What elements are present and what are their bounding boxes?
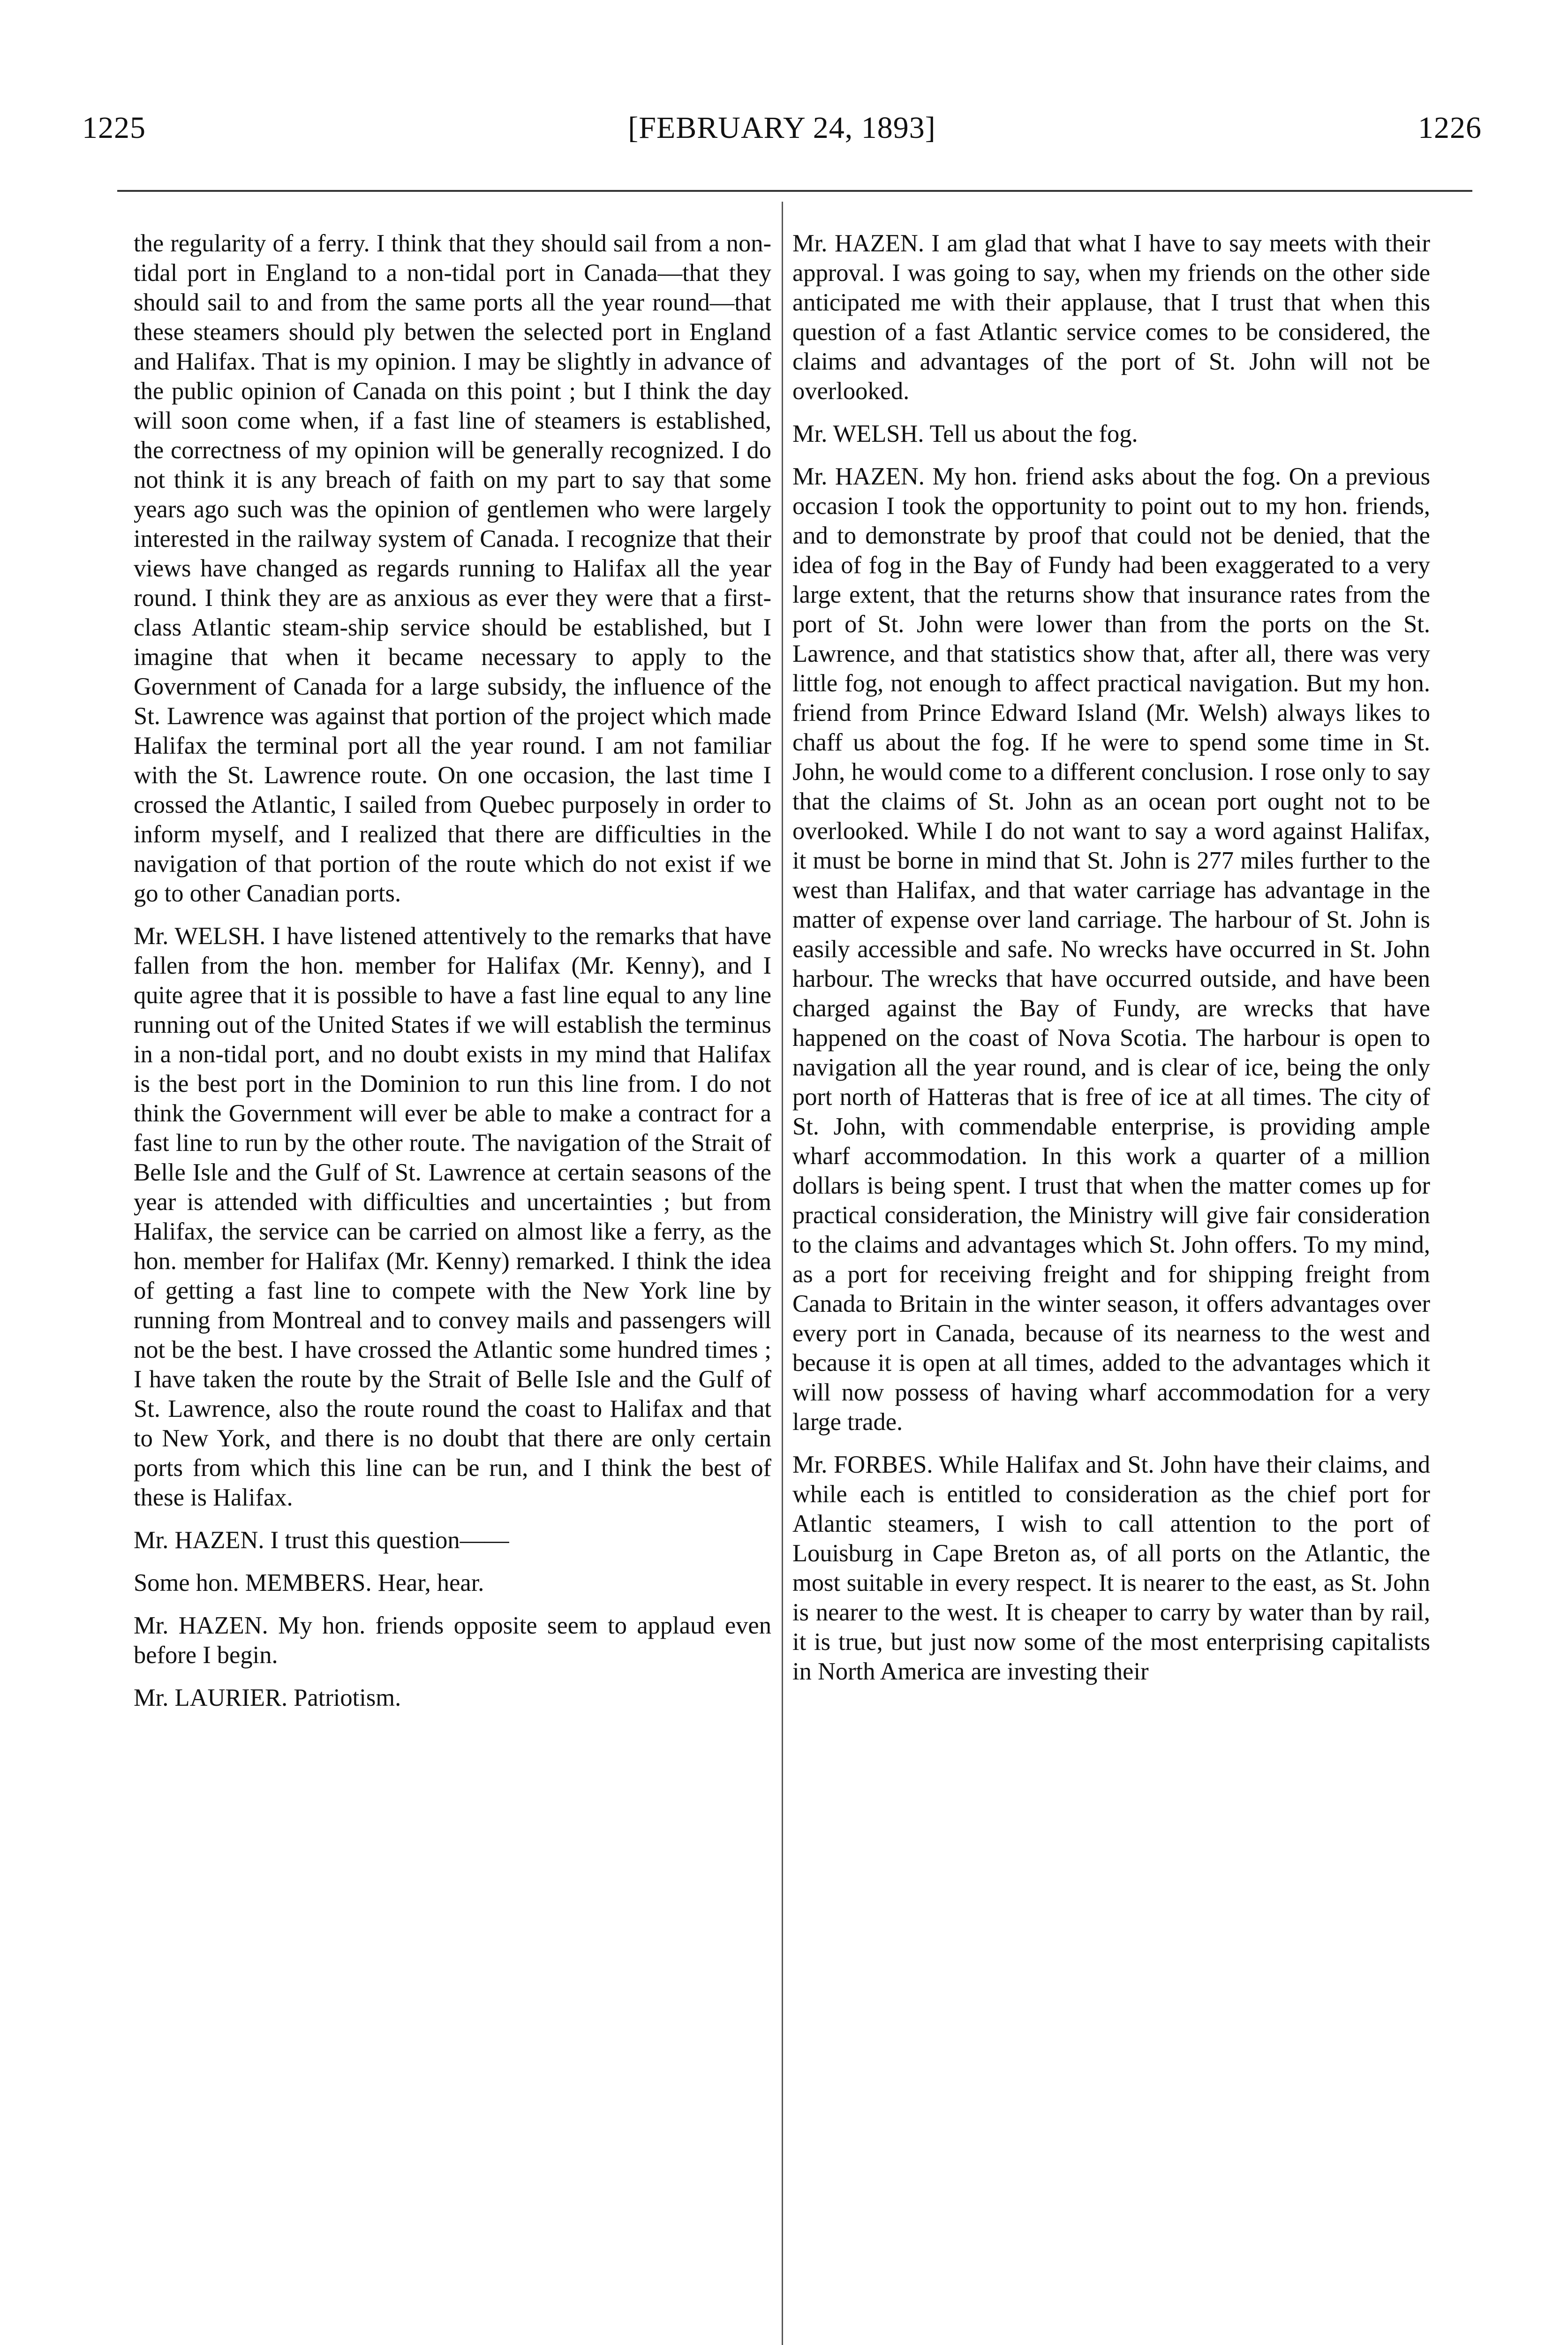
paragraph: Mr. HAZEN. My hon. friends opposite seem to applaud even before I begin.	[134, 1612, 771, 1669]
header-date: [FEBRUARY 24, 1893]	[628, 111, 936, 145]
paragraph: Mr. HAZEN. I trust this question——	[134, 1527, 509, 1554]
paragraph: Mr. HAZEN. I am glad that what I have to say meets with their approval. I was going to say, when my friends on the other side anticipated me with their applause, that I trust that when this question of a fast Atlantic service comes to be considered, the claims and advantages of the port of St. John will not be overlooked.	[792, 230, 1430, 405]
page-header	[82, 110, 1482, 162]
page-number-right: 1226	[1418, 111, 1482, 145]
paragraph: the regularity of a ferry. I think that they should sail from a non-tidal port in England to a non-tidal port in Canada—that they should sail to and from the same ports all the year round—that these steamers should ply betwen the selected port in England and Halifax. That is my opinion. I may be slightly in advance of the public opinion of Canada on this point ; but I think the day will soon come when, if a fast line of steamers is established, the correctness of my opinion will be generally recognized. I do not think it is any breach of faith on my part to say that some years ago such was the opinion of gentlemen who were largely interested in the railway system of Canada. I recognize that their views have changed as regards running to Halifax all the year round. I think they are as anxious as ever they were that a first-class Atlantic steam-ship service should be established, but I imagine that when it became necessary to apply to the Government of Canada for a large subsidy, the influence of the St. Lawrence was against that portion of the project which made Halifax the terminal port all the year round. I am not familiar with the St. Lawrence route. On one occasion, the last time I crossed the Atlantic, I sailed from Quebec purposely in order to inform myself, and I realized that there are difficulties in the navigation of that portion of the route which do not exist if we go to other Canadian ports.	[134, 230, 771, 907]
paragraph: Some hon. MEMBERS. Hear, hear.	[134, 1569, 484, 1596]
column-divider	[782, 202, 783, 2345]
page-number-left: 1225	[82, 111, 146, 145]
paragraph: Mr. LAURIER. Patriotism.	[134, 1684, 401, 1711]
header-rule	[117, 190, 1472, 192]
paragraph: Mr. FORBES. While Halifax and St. John have their claims, and while each is entitled to consideration as the chief port for Atlantic steamers, I wish to call attention to the port of Louisburg in Cape Breton as, of all ports on the Atlantic, the most suitable in every respect. It is nearer to the east, as St. John is nearer to the west. It is cheaper to carry by water than by rail, it is true, but just now some of the most enterprising capitalists in North America are investing their	[792, 1451, 1430, 1685]
paragraph: Mr. HAZEN. My hon. friend asks about the fog. On a previous occasion I took the opportunity to point out to my hon. friends, and to demonstrate by proof that could not be denied, that the idea of fog in the Bay of Fundy had been exaggerated to a very large extent, that the returns show that insurance rates from the port of St. John were lower than from the ports on the St. Lawrence, and that statistics show that, after all, there was very little fog, not enough to affect practical navigation. But my hon. friend from Prince Edward Island (Mr. Welsh) always likes to chaff us about the fog. If he were to spend some time in St. John, he would come to a different conclusion. I rose only to say that the claims of St. John as an ocean port ought not to be overlooked. While I do not want to say a word against Halifax, it must be borne in mind that St. John is 277 miles further to the west than Halifax, and that water carriage has advantage in the matter of expense over land carriage. The harbour of St. John is easily accessible and safe. No wrecks have occurred in St. John harbour. The wrecks that have occurred outside, and have been charged against the Bay of Fundy, are wrecks that have happened on the coast of Nova Scotia. The harbour is open to navigation all the year round, and is clear of ice, being the only port north of Hatteras that is free of ice at all times. The city of St. John, with commendable enterprise, is providing ample wharf accommodation. In this work a quarter of a million dollars is being spent. I trust that when the matter comes up for practical consideration, the Ministry will give fair consideration to the claims and advantages which St. John offers. To my mind, as a port for receiving freight and for shipping freight from Canada to Britain in the winter season, it offers advantages over every port in Canada, because of its nearness to the west and because it is open at all times, added to the advantages which it will now possess of having wharf accommodation for a very large trade.	[792, 463, 1430, 1436]
right-column	[792, 229, 1430, 1700]
left-column	[134, 229, 771, 1726]
paragraph: Mr. WELSH. I have listened attentively to the remarks that have fallen from the hon. member for Halifax (Mr. Kenny), and I quite agree that it is possible to have a fast line equal to any line running out of the United States if we will establish the terminus in a non-tidal port, and no doubt exists in my mind that Halifax is the best port in the Dominion to run this line from. I do not think the Government will ever be able to make a contract for a fast line to run by the other route. The navigation of the Strait of Belle Isle and the Gulf of St. Lawrence at certain seasons of the year is attended with difficulties and uncertainties ; but from Halifax, the service can be carried on almost like a ferry, as the hon. member for Halifax (Mr. Kenny) remarked. I think the idea of getting a fast line to compete with the New York line by running from Montreal and to convey mails and passengers will not be the best. I have crossed the Atlantic some hundred times ; I have taken the route by the Strait of Belle Isle and the Gulf of St. Lawrence, also the route round the coast to Halifax and that to New York, and there is no doubt that there are only certain ports from which this line can be run, and I think the best of these is Halifax.	[134, 923, 771, 1511]
paragraph: Mr. WELSH. Tell us about the fog.	[792, 420, 1138, 447]
